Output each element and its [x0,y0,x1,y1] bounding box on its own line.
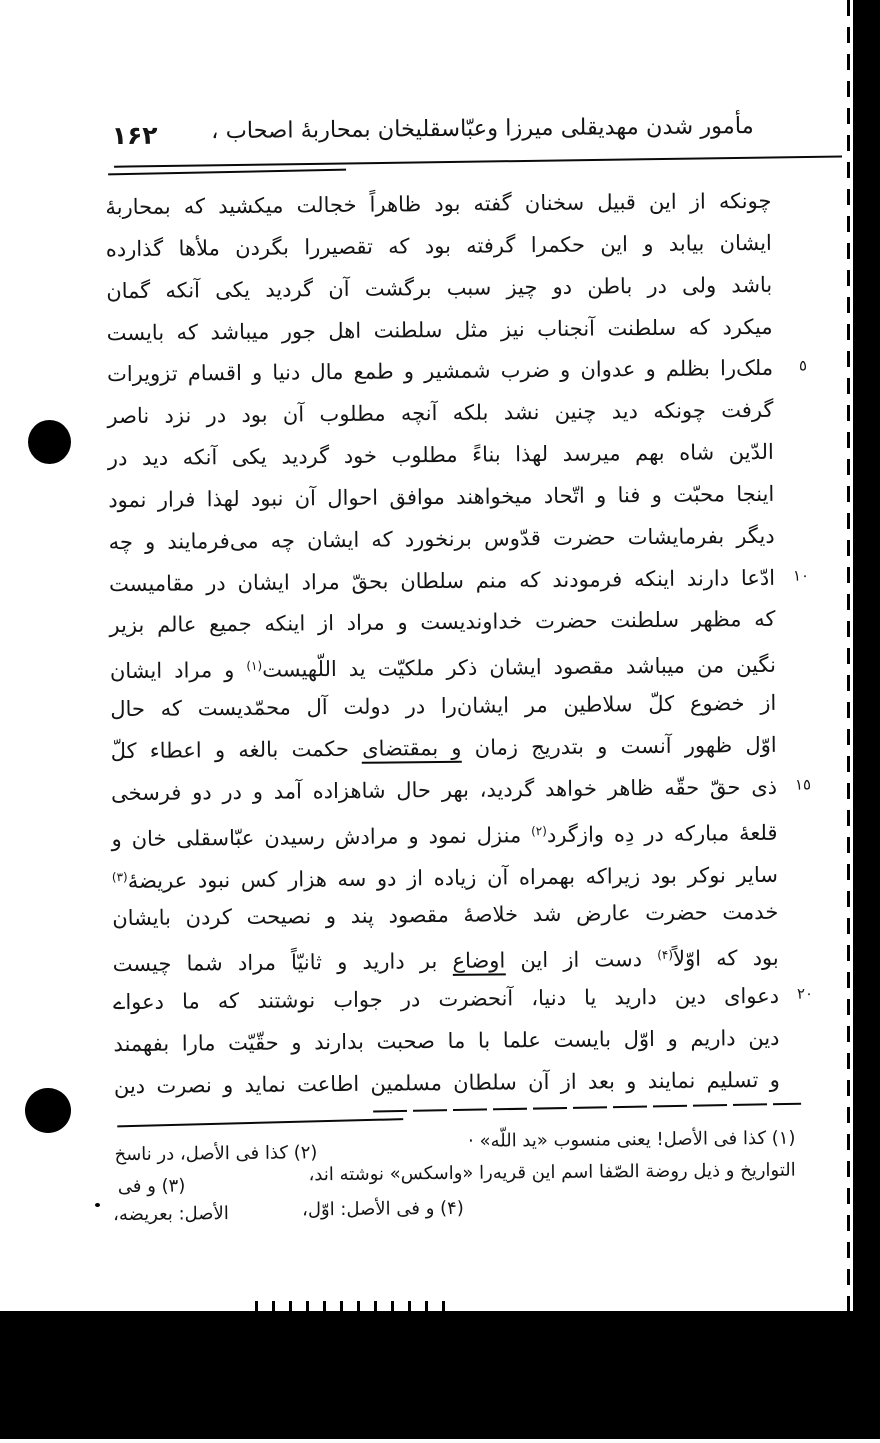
body-line-19: بود که اوّلاً$^{(۴)}$ دست از این اوضاع بر دارید و ثانیّاً مراد شما چیست [112,945,779,977]
body-line-3: باشد ولی در باطن دو چیز سبب برگشت آن گردید یکی آنکه گمان [106,272,773,303]
body-line-8: اینجا محبّت و فنا و اتّحاد میخواهند موافق احوال آن نبود لهذا فرار نمود [108,481,775,513]
margin-line-number-15: ١٥ [794,775,812,794]
page-number: ۱۶۲ [111,120,158,151]
body-line-18: خدمت حضرت عارض شد خلاصهٔ مقصود پند و نصیحت کردن بایشان [112,900,779,931]
footnote-4: (۴) و فی الأصل: اوّل، [301,1197,464,1221]
body-line-11: که مظهر سلطنت حضرت خداوندیست و مراد از اینکه جمیع عالم بزیر [109,607,776,638]
body-line-17: سایر نوکر بود زیراکه بهمراه آن زیاده از دو سه هزار کس نبود عریضهٔ$^{(۳)}$ [111,862,778,893]
scan-artifact-dot [25,1088,71,1133]
body-line-21: دین داریم و اوّل بایست علما با ما صحبت بدارند و حقّیّت مارا بفهمند [113,1025,780,1057]
scan-artifact-dot [28,420,71,464]
body-line-20: دعوای دین دارید یا دنیا، آنحضرت در جواب نوشتند که ما دعواے [112,983,780,1015]
body-line-9: دیگر بفرمایشات حضرت قدّوس برنخورد که ایشان چه می‌فرمایند و چه [108,523,775,554]
margin-line-number-20: ٢٠ [796,984,814,1003]
footnote-1: (۱) کذا فی الأصل! یعنی منسوب «ید اللّه» · [468,1127,796,1152]
scanner-edge-band-right [853,0,880,1314]
page-edge-line [847,0,850,1313]
body-line-22: و تسلیم نمایند و بعد از آن سلطان مسلمین اطاعت نماید و نصرت دین [113,1067,780,1098]
margin-line-number-10: ١٠ [792,566,810,585]
footnote-3-continuation: الأصل: بعریضه، [113,1203,229,1226]
body-line-1: چونکه از این قبیل سخنان گفته بود ظاهراً خجالت میکشید که بمحاربهٔ [105,188,772,220]
body-line-14: اوّل ظهور آنست و بتدریج زمان و بمقتضای حکمت بالغه و اعطاء کلّ [110,732,777,764]
footnote-2-start: (۲) کذا فی الأصل، در ناسخ [114,1142,318,1166]
body-line-13: از خضوع کلّ سلاطین مر ایشان‌را در دولت آل محمّدیست که حال [110,690,777,722]
footnote-separator-fragment [117,1118,403,1127]
running-header-title: مأمور شدن مهدیقلی میرزا وعبّاسقلیخان بمحاربهٔ اصحاب ، [211,112,754,145]
body-line-15: ذی حقّ حقّه ظاهر خواهد گردید، بهر حال شاهزاده آمد و در دو فرسخی [110,774,778,805]
body-line-2: ایشان بیابد و این حکمرا گرفته بود که تقصیررا بگردن ملأها گذارده [105,230,772,262]
body-line-7: الدّین شاه بهم میرسد لهذا بناءً مطلوب خود گردید یکی آنکه دید در [107,439,774,471]
body-text [105,181,814,1108]
body-line-4: میکرد که سلطنت آنجناب نیز مثل سلطنت اهل جور میباشد که بایست [106,314,773,345]
body-line-6: گرفت چونکه دید چنین نشد بلکه آنچه مطلوب آن بود در نزد ناصر [107,398,774,429]
footnote-2-continuation: التواریخ و ذیل روضة الصّفا اسم این قریه‌را «واسکس» نوشته اند، [308,1159,796,1186]
body-line-5: ملک‌را بظلم و عدوان و ضرب شمشیر و طمع مال دنیا و اقسام تزویرات [106,356,774,387]
footnote-3-start: (۳) و فی [117,1175,186,1198]
margin-line-number-5: ٥ [798,356,808,375]
body-line-12: نگین من میباشد مقصود ایشان ذکر ملکیّت ید اللّهیست$^{(۱)}$ و مراد ایشان [109,653,776,684]
header-rule-fragment [108,169,346,176]
body-line-10: ادّعا دارند اینکه فرمودند که منم سلطان بحقّ مراد ایشان در مقامیست [108,565,776,596]
scanner-edge-band-bottom [0,1311,880,1439]
header-rule [114,156,842,168]
scan-artifact-speck [95,1203,100,1207]
body-line-16: قلعهٔ مبارکه در دِه وازگرد$^{(۲)}$ منزل نمود و مرادش رسیدن عبّاسقلی خان و [111,820,778,851]
